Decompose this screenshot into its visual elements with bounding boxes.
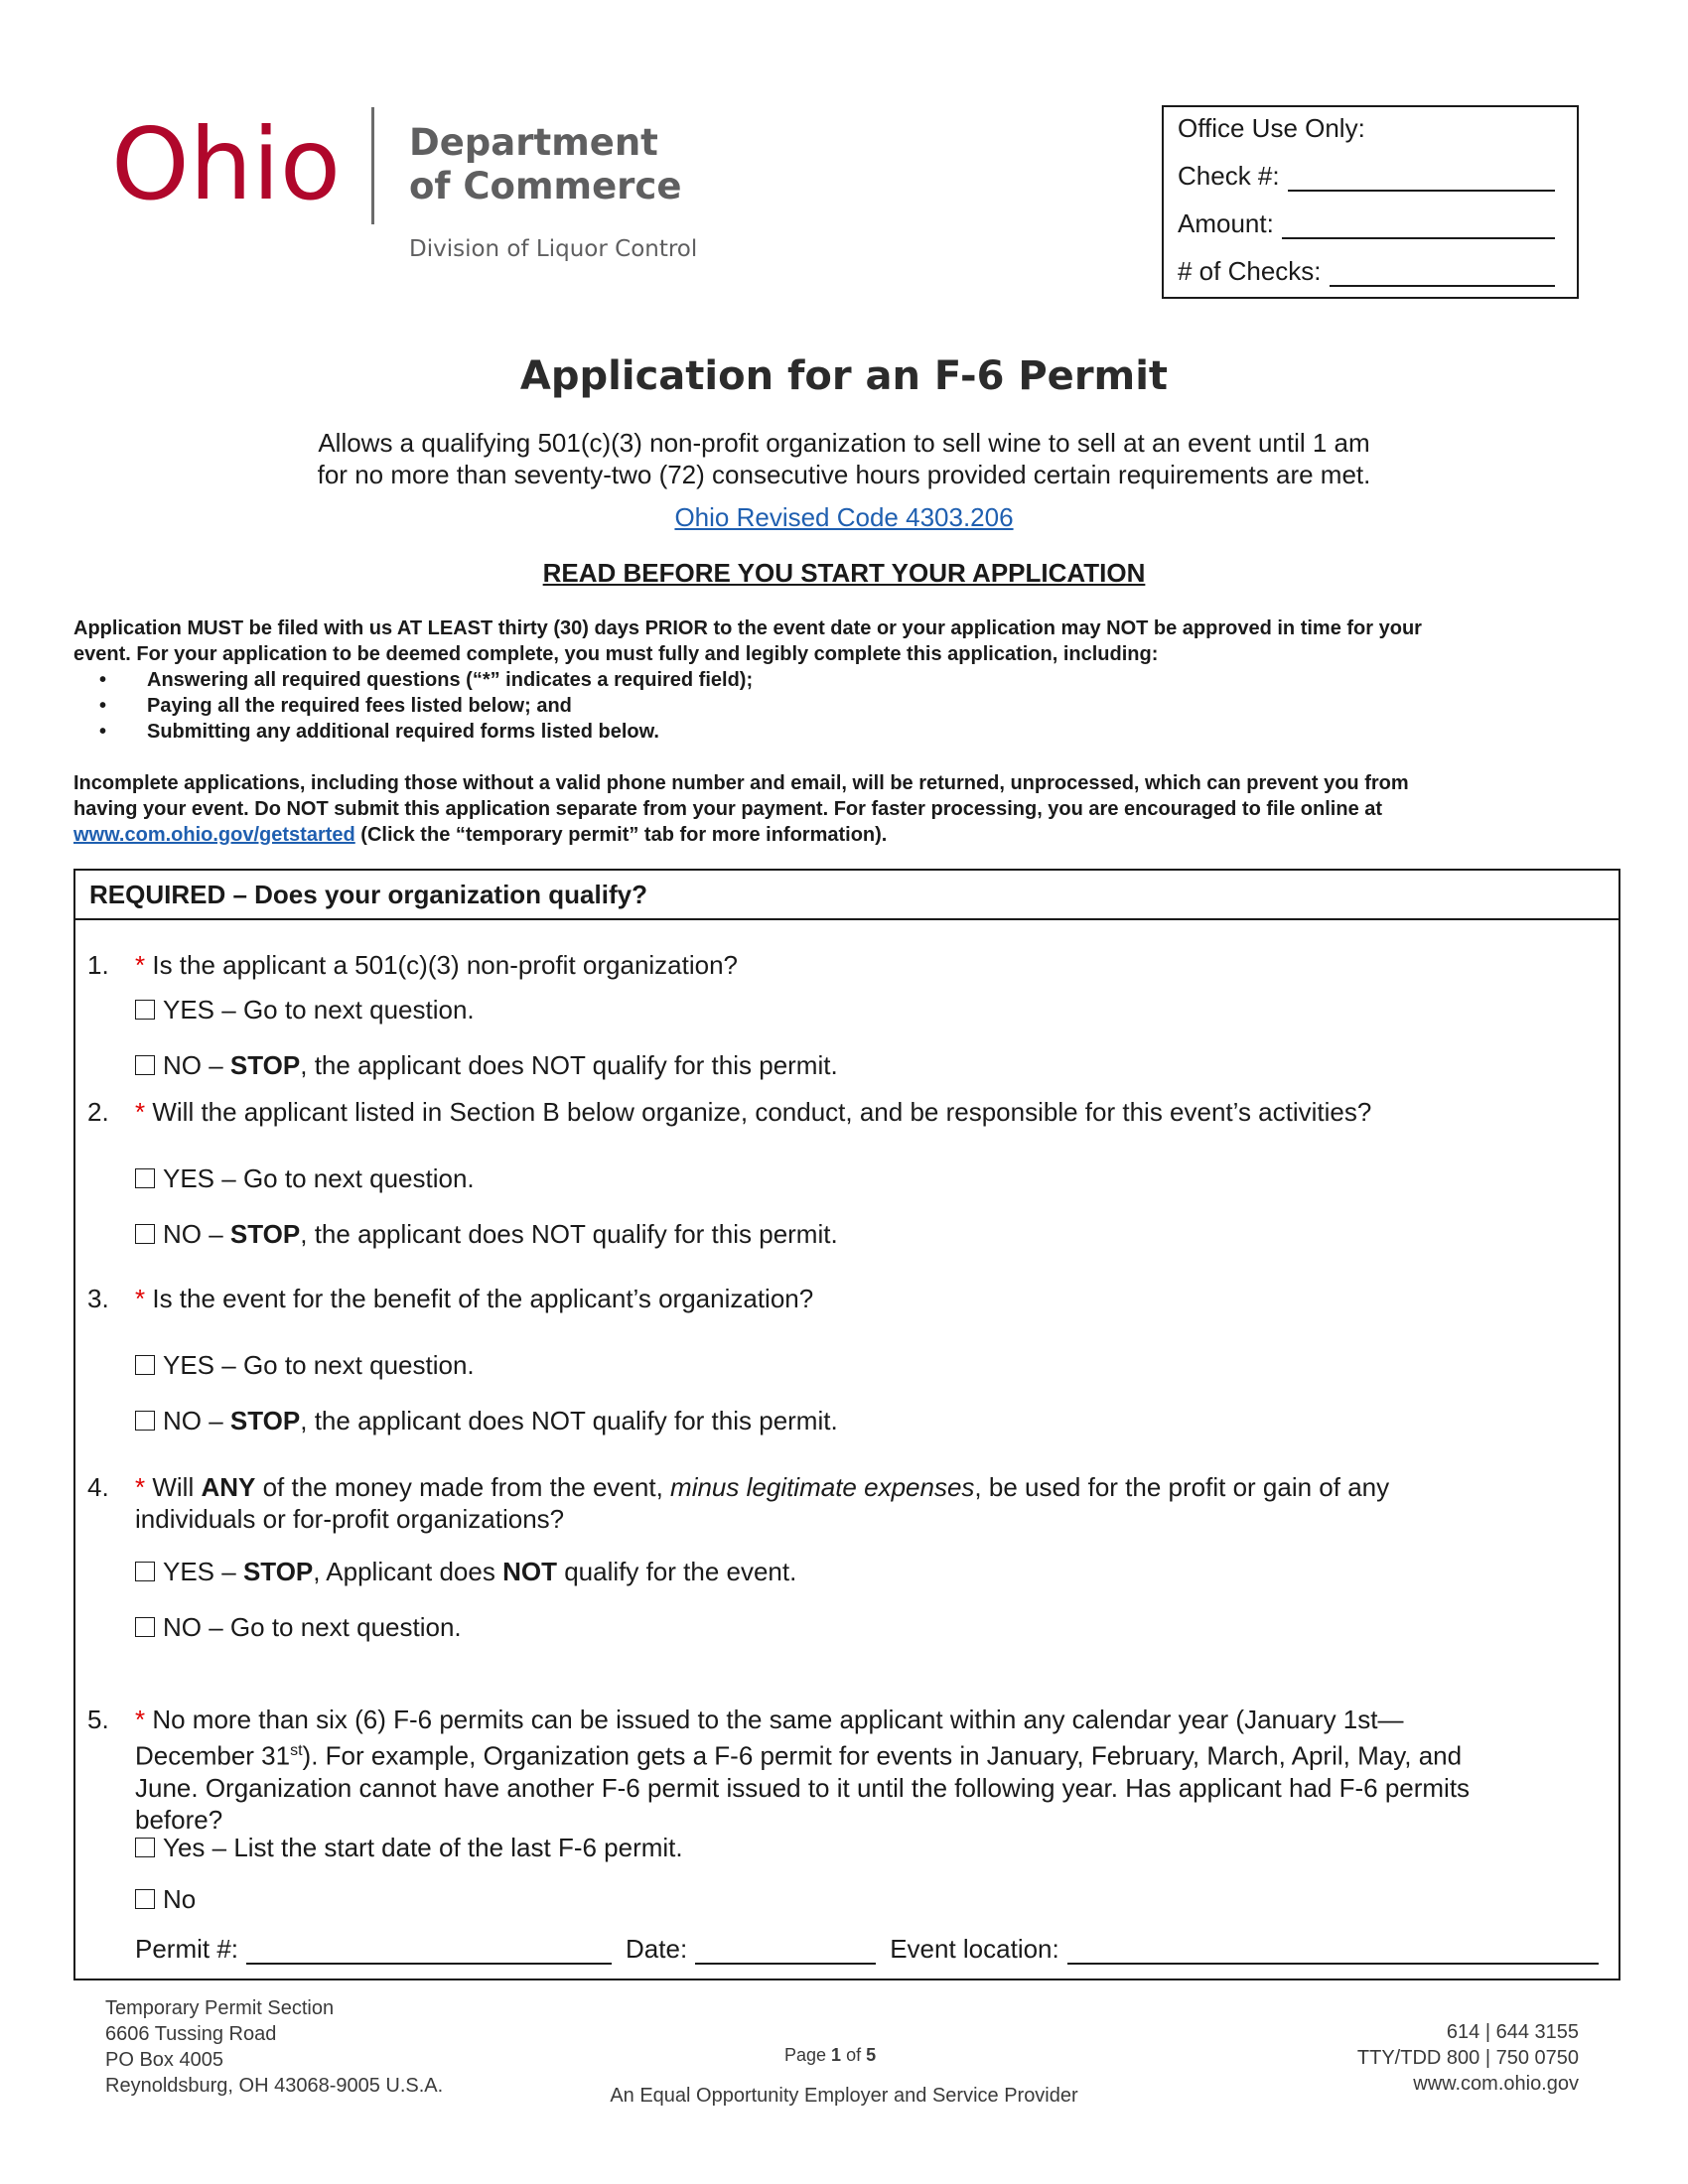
question-number: 5.: [87, 1705, 109, 1734]
question-5: * No more than six (6) F-6 permits can be issued to the same applicant within any calendar year (January 1st— December 31st). For example, Organization gets a F-6 permit for events in January, February, March, April, May, and June. Organization cannot have another F-6 permit issued to it until the following year. Has applicant had F-6 permits before?: [135, 1705, 1471, 1835]
bullet-icon: •: [99, 721, 107, 743]
q1-no-option[interactable]: NO – STOP, the applicant does NOT qualify for this permit.: [135, 1050, 838, 1081]
required-heading: REQUIRED – Does your organization qualify?: [75, 871, 1618, 920]
event-location-label: Event location:: [890, 1934, 1059, 1964]
q2-yes-option[interactable]: YES – Go to next question.: [135, 1163, 475, 1194]
dept-name-line1: Department: [409, 121, 658, 164]
q4-no-option[interactable]: NO – Go to next question.: [135, 1612, 462, 1643]
office-use-box: [1162, 105, 1579, 299]
orc-link[interactable]: Ohio Revised Code 4303.206: [674, 502, 1014, 532]
dept-name-line2: of Commerce: [409, 165, 682, 207]
checkbox-icon[interactable]: [135, 1411, 155, 1431]
q3-no-option[interactable]: NO – STOP, the applicant does NOT qualify for this permit.: [135, 1406, 838, 1436]
bullet-icon: •: [99, 695, 107, 717]
question-2: * Will the applicant listed in Section B below organize, conduct, and be responsible for this event’s activities?: [135, 1097, 1372, 1127]
amount-label: Amount:: [1178, 208, 1274, 238]
bullet-item: • Answering all required questions (“*” indicates a required field);: [99, 669, 754, 691]
question-number: 4.: [87, 1472, 109, 1502]
checkbox-icon[interactable]: [135, 1617, 155, 1637]
checkbox-icon[interactable]: [135, 1055, 155, 1075]
checkbox-icon[interactable]: [135, 1838, 155, 1857]
question-3: * Is the event for the benefit of the applicant’s organization?: [135, 1284, 814, 1313]
question-number: 2.: [87, 1097, 109, 1127]
last-permit-row: [135, 1934, 1599, 1965]
date-line[interactable]: [695, 1939, 876, 1965]
q3-yes-option[interactable]: YES – Go to next question.: [135, 1350, 475, 1381]
permit-number-label: Permit #:: [135, 1934, 239, 1964]
instructions-para1: Application MUST be filed with us AT LEAST thirty (30) days PRIOR to the event date or your application may NOT be approved in time for your event. For your application to be deemed complete, you must fully and legibly complete this application, including:: [73, 617, 1422, 665]
question-1: * Is the applicant a 501(c)(3) non-profit organization?: [135, 950, 739, 980]
permit-number-line[interactable]: [246, 1939, 612, 1965]
subtitle: Allows a qualifying 501(c)(3) non-profit organization to sell wine to sell at an event until 1 am for no more than seventy-two (72) consecutive hours provided certain requirements are met.: [317, 428, 1371, 489]
page-title: Application for an F-6 Permit: [519, 353, 1169, 399]
getstarted-link[interactable]: www.com.ohio.gov/getstarted: [73, 824, 355, 846]
num-checks-label: # of Checks:: [1178, 256, 1322, 286]
bullet-icon: •: [99, 669, 107, 691]
checkbox-icon[interactable]: [135, 1168, 155, 1188]
date-label: Date:: [626, 1934, 688, 1964]
bullet-item: • Paying all the required fees listed below; and: [99, 695, 572, 717]
footer-contact: 614 | 644 3155 TTY/TDD 800 | 750 0750 www.com.ohio.gov: [1356, 2021, 1579, 2095]
footer-address: Temporary Permit Section 6606 Tussing Road PO Box 4005 Reynoldsburg, OH 43068-9005 U.S.A.: [105, 1997, 444, 2097]
q4-yes-option[interactable]: YES – STOP, Applicant does NOT qualify for the event.: [135, 1557, 796, 1587]
num-checks-field[interactable]: [1178, 256, 1555, 287]
page-number: Page 1 of 5: [784, 2045, 877, 2065]
amount-field[interactable]: [1178, 208, 1555, 239]
question-number: 1.: [87, 950, 109, 980]
instructions-para2: Incomplete applications, including those without a valid phone number and email, will be returned, unprocessed, which can prevent you from having your event. Do NOT submit this application separate from your payment. For faster processing, you are encouraged to file online at www.com.ohio.gov/getstarted (Click the “temporary permit” tab for more information).: [73, 772, 1409, 846]
checkbox-icon[interactable]: [135, 1889, 155, 1909]
q1-yes-option[interactable]: YES – Go to next question.: [135, 995, 475, 1025]
division-name: Division of Liquor Control: [409, 236, 698, 262]
checkbox-icon[interactable]: [135, 1562, 155, 1581]
ohio-logo: [111, 111, 350, 220]
bullet-item: • Submitting any additional required forms listed below.: [99, 721, 659, 743]
q5-yes-option[interactable]: Yes – List the start date of the last F-6 permit.: [135, 1833, 683, 1863]
check-number-label: Check #:: [1178, 161, 1280, 191]
q2-no-option[interactable]: NO – STOP, the applicant does NOT qualify for this permit.: [135, 1219, 838, 1250]
logo-divider: [371, 107, 374, 224]
read-before-heading: READ BEFORE YOU START YOUR APPLICATION: [542, 558, 1146, 588]
checkbox-icon[interactable]: [135, 1000, 155, 1020]
equal-opportunity-note: An Equal Opportunity Employer and Service Provider: [610, 2085, 1078, 2107]
check-number-line[interactable]: [1288, 168, 1555, 192]
checkbox-icon[interactable]: [135, 1355, 155, 1375]
question-number: 3.: [87, 1284, 109, 1313]
event-location-line[interactable]: [1067, 1939, 1599, 1965]
amount-line[interactable]: [1282, 215, 1555, 239]
check-number-field[interactable]: [1178, 161, 1555, 192]
q5-no-option[interactable]: No: [135, 1884, 196, 1915]
checkbox-icon[interactable]: [135, 1224, 155, 1244]
ohio-logo-text: Ohio: [111, 111, 342, 220]
office-use-title: Office Use Only:: [1178, 113, 1365, 143]
question-4: * Will ANY of the money made from the event, minus legitimate expenses, be used for the profit or gain of any individuals or for-profit organizations?: [135, 1472, 1390, 1534]
num-checks-line[interactable]: [1330, 263, 1555, 287]
